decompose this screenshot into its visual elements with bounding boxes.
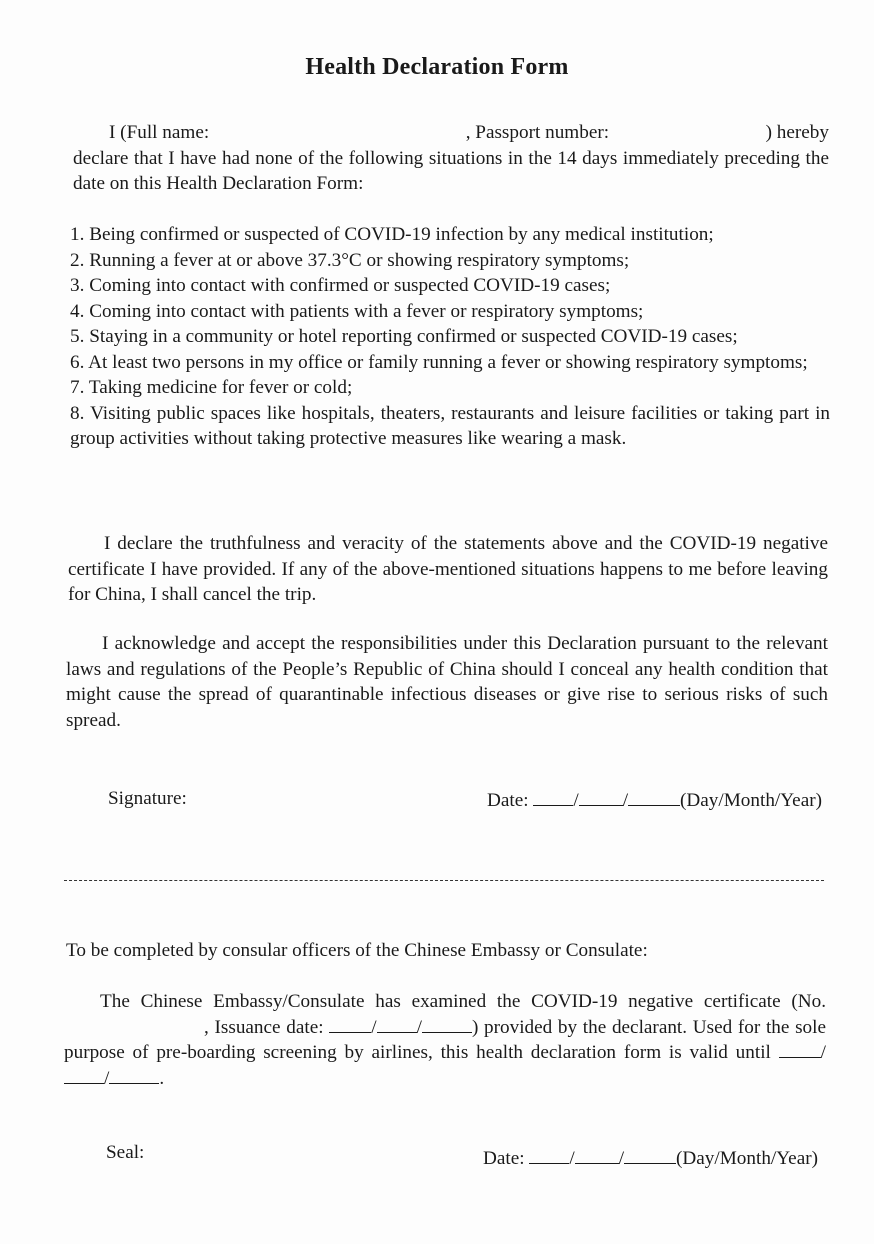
hereby-text: ) hereby — [765, 122, 829, 143]
valid-until-day-field[interactable] — [779, 1040, 821, 1058]
officer-text-2: , Issuance date: — [204, 1016, 324, 1038]
issuance-month-field[interactable] — [377, 1015, 417, 1033]
situation-item: 7. Taking medicine for fever or cold; — [70, 377, 353, 398]
issuance-year-field[interactable] — [422, 1015, 472, 1033]
year-field[interactable] — [628, 788, 680, 806]
valid-until-year-field[interactable] — [109, 1066, 159, 1084]
officer-date — [483, 1146, 818, 1171]
declaration-responsibility-text: I acknowledge and accept the responsibilities under this Declaration pursuant to the relevant laws and regulations of the People’s Republic of China should I conceal any health condition that might cause the spread of quarantinable infectious diseases or give rise to serious risks of such spread. — [66, 633, 828, 731]
full-name-field[interactable] — [222, 120, 452, 146]
cut-line-divider — [64, 880, 824, 881]
declarant-date — [487, 788, 822, 813]
month-field[interactable] — [575, 1146, 619, 1164]
intro-paragraph — [73, 120, 829, 197]
situation-item: 6. At least two persons in my office or family running a fever or showing respiratory symptoms; — [70, 351, 808, 373]
date-label: Date: — [483, 1148, 525, 1169]
date-format-hint: (Day/Month/Year) — [680, 790, 822, 811]
date-slash: / — [573, 790, 579, 811]
date-slash: / — [820, 1042, 827, 1063]
full-name-label: I (Full name: — [109, 122, 210, 143]
passport-label: , Passport number: — [465, 122, 610, 143]
intro-first-line — [73, 120, 829, 146]
date-slash: / — [416, 1016, 422, 1038]
date-slash: / — [618, 1148, 625, 1169]
officer-section-heading: To be completed by consular officers of the Chinese Embassy or Consulate: — [66, 940, 648, 961]
day-field[interactable] — [529, 1146, 569, 1164]
situation-item: 2. Running a fever at or above 37.3°C or showing respiratory symptoms; — [70, 249, 630, 271]
form-title: Health Declaration Form — [305, 54, 569, 80]
date-slash: / — [371, 1016, 377, 1038]
day-field[interactable] — [533, 788, 573, 806]
month-field[interactable] — [579, 788, 623, 806]
situation-item: 1. Being confirmed or suspected of COVID-19 infection by any medical institution; — [70, 224, 714, 245]
situation-item: 3. Coming into contact with confirmed or suspected COVID-19 cases; — [70, 275, 611, 296]
officer-text-3: ) provided by the declarant. Used for the sole purpose of pre-boarding screening by airlines, this health declaration form is valid until — [64, 1016, 826, 1063]
date-slash: / — [104, 1067, 110, 1089]
situation-item: 4. Coming into contact with patients with a fever or respiratory symptoms; — [70, 300, 644, 322]
year-field[interactable] — [624, 1146, 676, 1164]
situation-item: 8. Visiting public spaces like hospitals, theaters, restaurants and leisure facilities or taking part in group activities without taking protective measures like wearing a mask. — [70, 402, 830, 449]
officer-paragraph — [64, 989, 826, 1091]
valid-until-month-field[interactable] — [64, 1066, 104, 1084]
date-format-hint: (Day/Month/Year) — [676, 1148, 818, 1169]
signature-label: Signature: — [108, 788, 187, 809]
date-slash: / — [569, 1148, 575, 1169]
declaration-truthfulness-text: I declare the truthfulness and veracity of the statements above and the COVID-19 negative certificate I have provided. If any of the above-mentioned situations happens to me before leaving for China, I shall cancel the trip. — [68, 533, 828, 605]
intro-rest: declare that I have had none of the following situations in the 14 days immediately preceding the date on this Health Declaration Form: — [73, 147, 829, 194]
date-label: Date: — [487, 790, 529, 811]
certificate-number-field[interactable] — [64, 1016, 204, 1033]
date-slash: / — [622, 790, 629, 811]
declaration-truthfulness — [68, 531, 828, 608]
officer-text-1: The Chinese Embassy/Consulate has examined the COVID-19 negative certificate (No. — [100, 991, 826, 1012]
passport-field[interactable] — [622, 120, 752, 146]
issuance-day-field[interactable] — [329, 1015, 371, 1033]
situation-item: 5. Staying in a community or hotel reporting confirmed or suspected COVID-19 cases; — [70, 326, 738, 347]
officer-text-end: . — [159, 1067, 165, 1089]
declaration-responsibility — [66, 631, 828, 733]
seal-label: Seal: — [106, 1142, 145, 1163]
situations-list — [70, 222, 830, 452]
